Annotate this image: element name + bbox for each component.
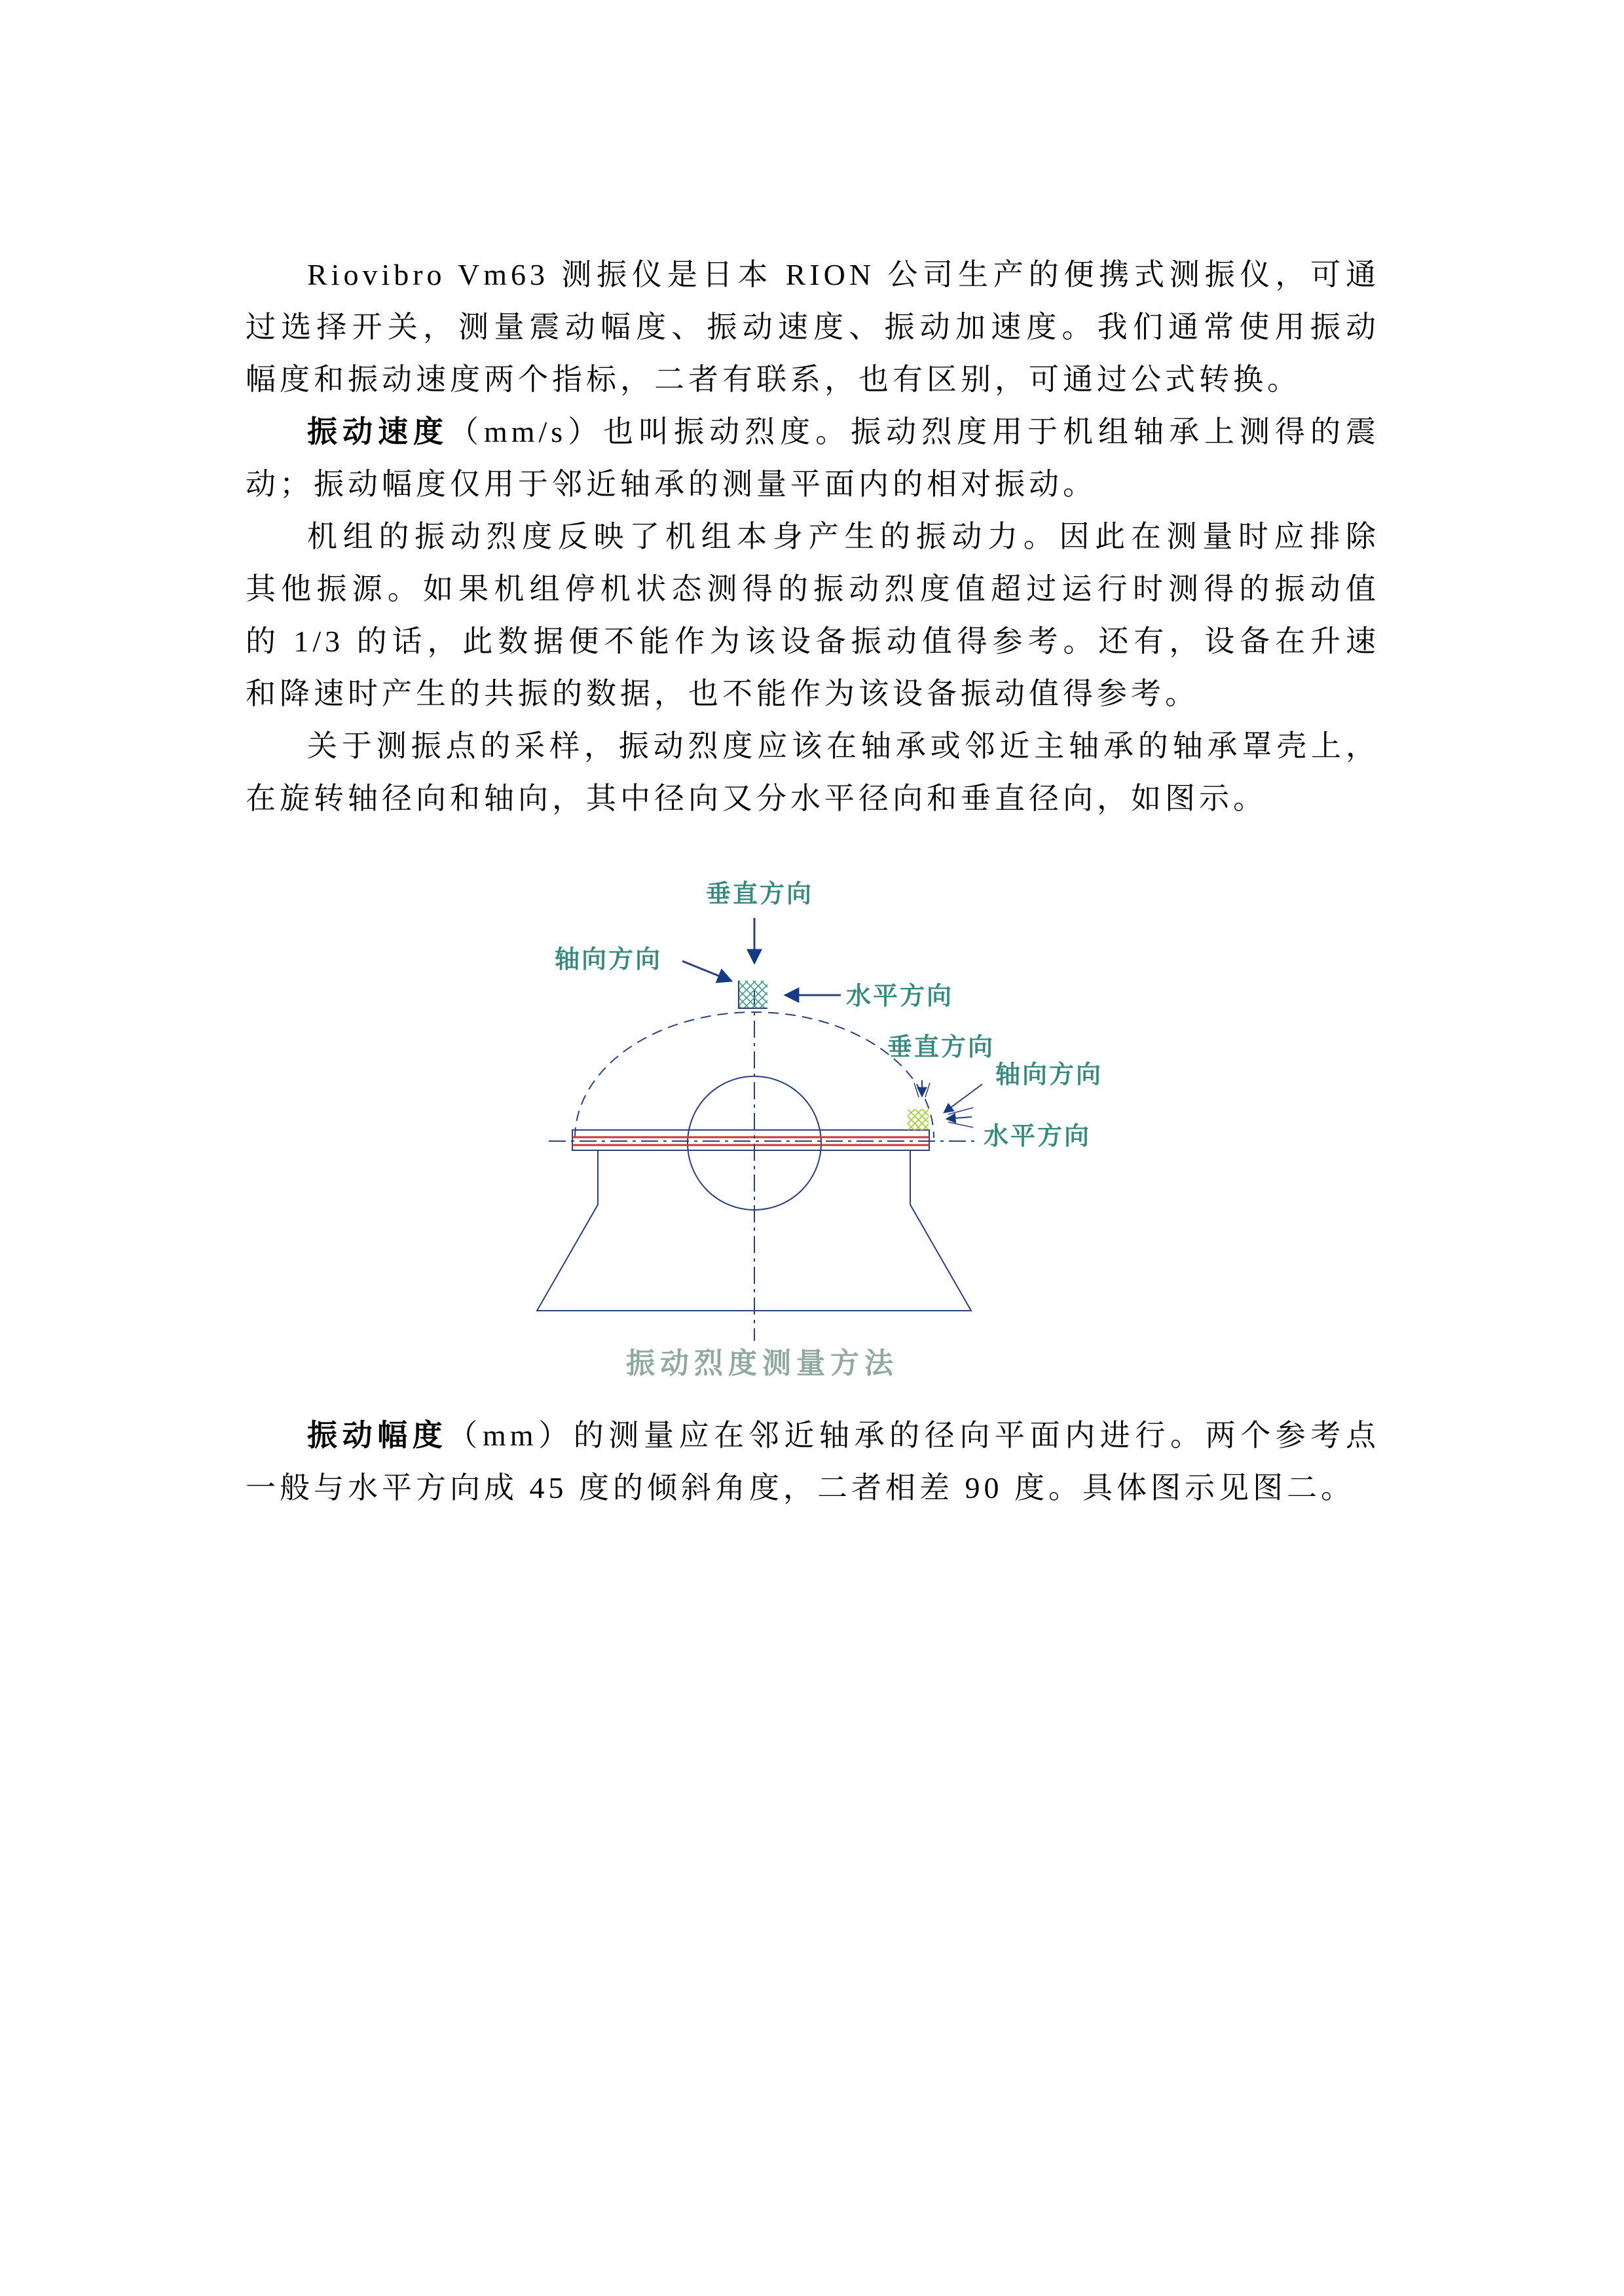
text-line [246,406,1380,458]
text-line [246,511,1380,563]
leader-fan-line [925,1083,930,1097]
leader-fan-line [948,1122,973,1127]
measure-point-side [908,1109,929,1130]
arrow-top-axial [682,961,731,981]
label-top-horizontal: 水平方向 [846,983,954,1010]
text-line [246,249,1380,301]
label-top-axial: 轴向方向 [554,946,663,974]
text-line [246,354,1380,406]
text-run: 和降速时产生的共振的数据，也不能作为该设备振动值得参考。 [246,677,1199,710]
text-run: 一般与水平方向成 45 度的倾斜角度，二者相差 90 度。具体图示见图二。 [246,1471,1355,1504]
text-run: Riovibro Vm63 测振仪是日本 RION 公司生产的便携式测振仪，可通 [307,258,1380,291]
text-run: 其他振源。如果机组停机状态测得的振动烈度值超过运行时测得的振动值 [246,572,1380,606]
arrow-side-axial [944,1084,982,1112]
text-line [246,458,1380,511]
vibration-measurement-diagram [524,864,1153,1394]
text-run: 过选择开关，测量震动幅度、振动速度、振动加速度。我们通常使用振动 [246,310,1380,344]
bold-run: 振动速度 [307,415,449,448]
text-line [246,720,1380,773]
text-run: 的 1/3 的话，此数据便不能作为该设备振动值得参考。还有，设备在升速 [246,625,1380,658]
text-line [246,1410,1380,1462]
arrow-side-horizontal [947,1117,972,1119]
body-text-upper [246,249,1380,825]
text-line [246,668,1380,720]
bold-run: 振动幅度 [307,1419,448,1452]
text-line [246,773,1380,825]
text-run: 幅度和振动速度两个指标，二者有联系，也有区别，可通过公式转换。 [246,363,1301,396]
flange-bar [572,1130,929,1150]
label-top-vertical: 垂直方向 [705,881,814,908]
text-line [246,301,1380,354]
measure-point-top [739,981,767,1008]
text-run: （mm）的测量应在邻近轴承的径向平面内进行。两个参考点 [447,1419,1380,1452]
text-line [246,1462,1380,1514]
body-text-lower [246,1410,1380,1514]
text-run: 关于测振点的采样，振动烈度应该在轴承或邻近主轴承的轴承罩壳上， [307,729,1380,763]
diagram-caption: 振动烈度测量方法 [626,1347,898,1379]
leader-fan-line [948,1108,973,1114]
text-run: 机组的振动烈度反映了机组本身产生的振动力。因此在测量时应排除 [307,520,1380,553]
label-side-vertical: 垂直方向 [887,1034,995,1061]
label-side-axial: 轴向方向 [995,1061,1103,1089]
text-line [246,563,1380,615]
text-run: 动；振动幅度仅用于邻近轴承的测量平面内的相对振动。 [246,467,1097,501]
text-run: 在旋转轴径向和轴向，其中径向又分水平径向和垂直径向，如图示。 [246,782,1267,815]
text-line [246,615,1380,668]
label-side-horizontal: 水平方向 [984,1123,1092,1150]
text-run: （mm/s）也叫振动烈度。振动烈度用于机组轴承上测得的震 [448,415,1380,448]
